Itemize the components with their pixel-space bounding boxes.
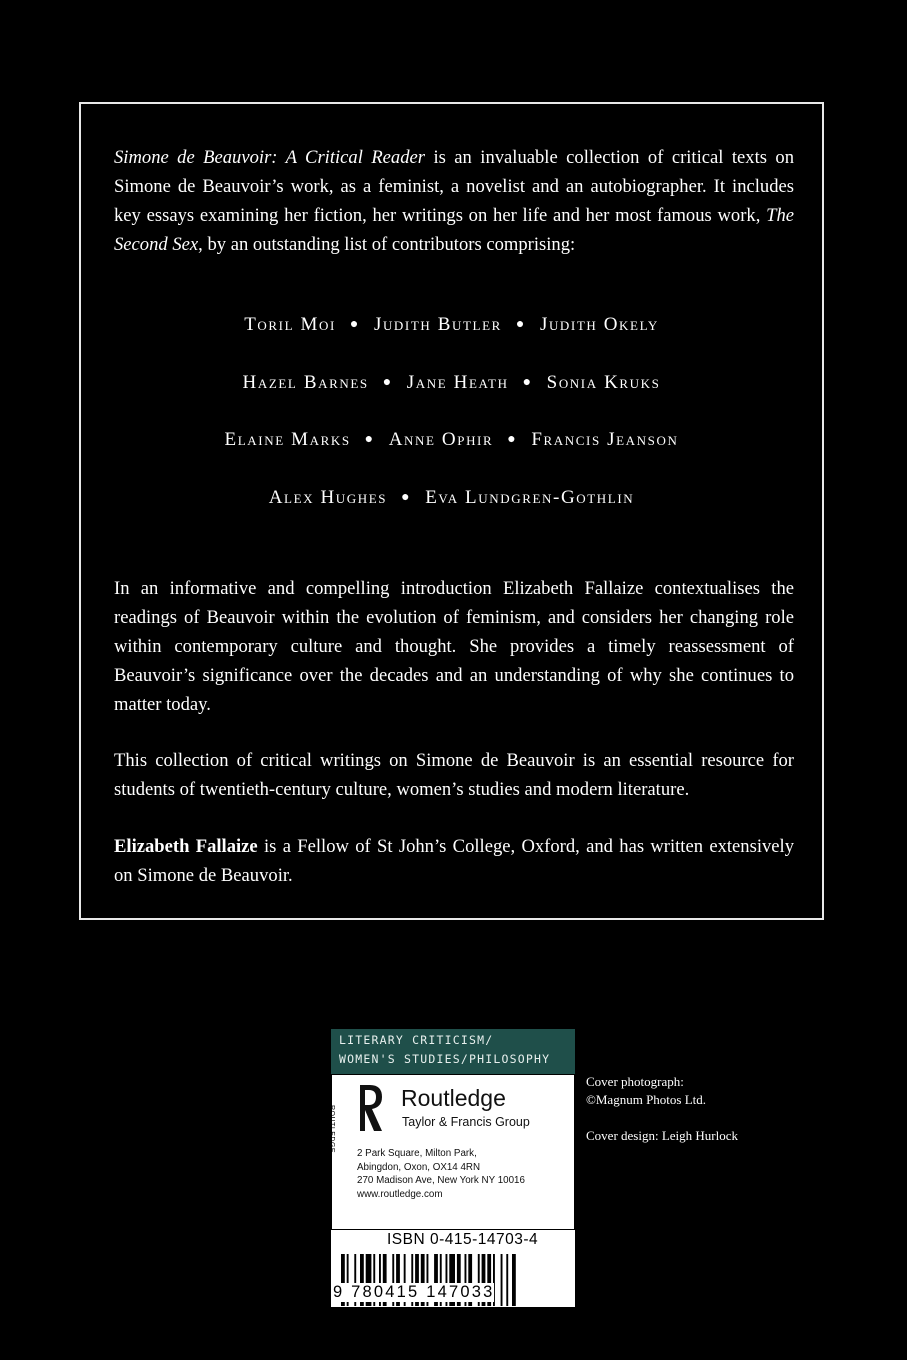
blurb-paragraph-introduction: In an informative and compelling introduction Elizabeth Fallaize contextualises the readings of Beauvoir within the evolution of feminism, and considers her changing role within contemporary culture and thought. She provides a timely reassessment of Beauvoir’s significance over the decades and an understanding of why she continues to matter today.	[114, 578, 794, 715]
contributor-name: Eva Lundgren-Gothlin	[425, 487, 635, 508]
intro-text-a: is an invaluable collection of critical texts on Simone de Beauvoir’s work, as a feminist, a novelist and an autobiographer. It includes key essays examining her fiction, her writings on her life and her most famous work,	[114, 147, 795, 226]
routledge-logo-icon	[356, 1083, 384, 1133]
book-title: Simone de Beauvoir: A Critical Reader	[114, 147, 426, 168]
bullet-separator: ●	[349, 317, 360, 332]
category-band	[331, 1029, 575, 1074]
bullet-separator: ●	[522, 375, 533, 390]
contributor-name: Sonia Kruks	[546, 372, 661, 393]
publisher-vertical-text: ROUTLEDGE	[328, 1105, 335, 1154]
bullet-separator: ●	[364, 432, 375, 447]
publisher-label	[328, 1029, 575, 1307]
photo-credit-value: ©Magnum Photos Ltd.	[586, 1092, 707, 1107]
publisher-box	[328, 1074, 575, 1230]
contributor-name: Jane Heath	[406, 372, 509, 393]
category-line-1: LITERARY CRITICISM/	[339, 1033, 494, 1047]
contributor-name: Judith Okely	[539, 314, 659, 335]
blurb-paragraph-resource: This collection of critical writings on Simone de Beauvoir is an essential resource for students of twentieth-century culture, women’s studies and modern literature.	[114, 750, 794, 800]
work-title: The Second Sex	[114, 205, 794, 255]
contributor-row	[79, 487, 824, 509]
blurb-paragraph-intro	[114, 143, 794, 259]
address-line: 2 Park Square, Milton Park,	[357, 1148, 477, 1159]
contributor-name: Alex Hughes	[268, 487, 388, 508]
contributor-name: Elaine Marks	[224, 429, 351, 450]
contributor-name: Judith Butler	[373, 314, 502, 335]
contributor-name: Anne Ophir	[388, 429, 494, 450]
author-name: Elizabeth Fallaize	[114, 836, 258, 857]
contributor-name: Toril Moi	[244, 314, 336, 335]
contributor-name: Hazel Barnes	[242, 372, 369, 393]
author-bio	[114, 832, 794, 890]
publisher-address	[357, 1147, 525, 1201]
contributor-name: Francis Jeanson	[531, 429, 679, 450]
bullet-separator: ●	[515, 317, 526, 332]
ean-number: 9 780415 147033	[333, 1283, 495, 1301]
author-bio-text: is a Fellow of St John’s College, Oxford, and has written extensively on Simone de Beauvoir.	[114, 836, 795, 886]
bullet-separator: ●	[401, 490, 412, 505]
barcode-area	[331, 1230, 575, 1307]
publisher-name: Routledge	[401, 1085, 506, 1111]
address-line: www.routledge.com	[357, 1188, 443, 1200]
isbn-text: ISBN 0-415-14703-4	[387, 1231, 539, 1248]
category-line-2: WOMEN'S STUDIES/PHILOSOPHY	[339, 1052, 551, 1066]
contributor-row	[79, 429, 824, 451]
address-line: Abingdon, Oxon, OX14 4RN	[357, 1161, 481, 1173]
bullet-separator: ●	[382, 375, 393, 390]
design-credit: Cover design: Leigh Hurlock	[586, 1128, 738, 1143]
contributor-row	[79, 372, 824, 394]
cover-credits	[586, 1073, 738, 1145]
bullet-separator: ●	[507, 432, 518, 447]
intro-text-b: , by an outstanding list of contributors comprising:	[198, 234, 576, 255]
photo-credit-label: Cover photograph:	[586, 1074, 684, 1089]
publisher-group: Taylor & Francis Group	[402, 1115, 530, 1129]
address-line: 270 Madison Ave, New York NY 10016	[357, 1175, 525, 1186]
contributor-row	[79, 314, 824, 336]
